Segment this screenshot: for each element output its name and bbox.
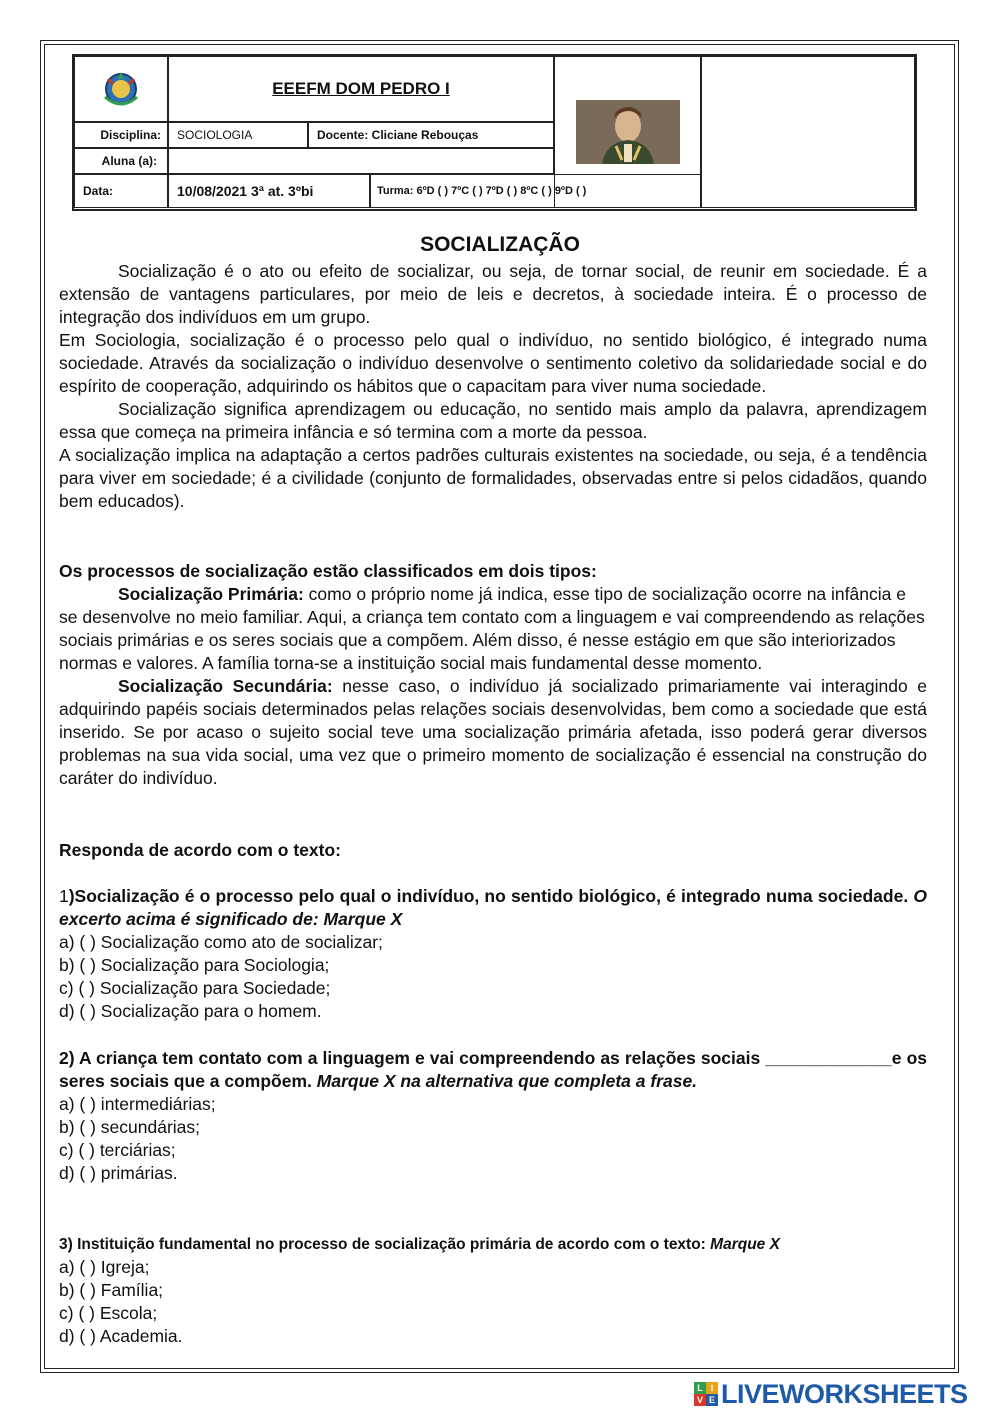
types-heading: Os processos de socialização estão classificados em dois tipos: — [59, 561, 597, 581]
blank-box — [701, 56, 915, 208]
data-value: 10/08/2021 3ª at. 3ºbi — [168, 174, 370, 208]
brand-letter-e: E — [706, 1394, 718, 1406]
paragraph-3: Socialização significa aprendizagem ou educação, no sentido mais amplo da palavra, aprendizagem essa que começa na primeira infância e só termina com a morte da pessoa. — [59, 399, 927, 442]
secondary-paragraph — [59, 675, 927, 790]
paragraph-2: Em Sociologia, socialização é o processo pelo qual o indivíduo, no sentido biológico, é integrado numa sociedade. Através da socialização o indivíduo desenvolve o sentimento coletivo da solidariedade social e do espírito de cooperação, adquirindo os hábitos que o capacitam para viver numa sociedade. — [59, 330, 927, 396]
q3-prompt — [59, 1233, 927, 1256]
types-section — [59, 560, 927, 790]
aluna-label: Aluna (a): — [74, 148, 168, 174]
primary-text: como o próprio nome já indica, esse tipo de socialização ocorre na infância e se desenvolve no meio familiar. Aqui, a criança tem contato com a linguagem e vai compreendendo as relações sociais primárias e os seres sociais que a compõem. Além disso, é nesse estágio em que são interiorizados normas e valores. A família torna-se a instituição social mais fundamental desse momento. — [59, 584, 925, 673]
q3-option-c[interactable]: c) ( ) Escola; — [59, 1303, 158, 1323]
reading-text — [59, 260, 927, 513]
q3-instruction: Marque X — [710, 1236, 780, 1253]
q3-text: 3) Instituição fundamental no processo de socialização primária de acordo com o texto: — [59, 1236, 711, 1253]
docente: Docente: Cliciane Rebouças — [308, 122, 554, 148]
primary-term: Socialização Primária: — [118, 584, 304, 604]
secondary-text: nesse caso, o indivíduo já socializado primariamente vai interagindo e adquirindo papéis sociais determinados pelas relações sociais desenvolvidas, bem como a sociedade que está inserido. Se por acaso o sujeito social teve uma socialização primária afetada, isso poderá gerar diversos problemas na sua vida social, uma vez que o primeiro momento de socialização é essencial na construção do caráter do indivíduo. — [59, 676, 927, 788]
disciplina-value: SOCIOLOGIA — [168, 122, 308, 148]
q1-text: )Socialização é o processo pelo qual o indivíduo, no sentido biológico, é integrado numa sociedade. — [68, 886, 914, 906]
instructions-text: Responda de acordo com o texto: — [59, 840, 341, 860]
primary-paragraph — [59, 583, 927, 675]
q1-prompt — [59, 885, 927, 931]
brand-letter-v: V — [694, 1394, 706, 1406]
page-title: SOCIALIZAÇÃO — [420, 233, 580, 256]
secondary-term: Socialização Secundária: — [118, 676, 333, 696]
q2-option-d[interactable]: d) ( ) primárias. — [59, 1163, 178, 1183]
q2-prompt — [59, 1047, 927, 1093]
liveworksheets-icon — [694, 1382, 718, 1406]
question-3 — [59, 1233, 927, 1348]
q3-option-a[interactable]: a) ( ) Igreja; — [59, 1257, 150, 1277]
turma: Turma: 6ºD ( ) 7ºC ( ) 7ºD ( ) 8ºC ( ) 9ºD ( ) — [370, 174, 701, 208]
data-label: Data: — [74, 174, 168, 208]
brand-letter-i: I — [706, 1382, 718, 1394]
header-table — [72, 54, 917, 211]
q1-option-b[interactable]: b) ( ) Socialização para Sociologia; — [59, 955, 330, 975]
aluna-field[interactable] — [168, 148, 554, 174]
q2-option-b[interactable]: b) ( ) secundárias; — [59, 1117, 201, 1137]
brand-letter-l: L — [694, 1382, 706, 1394]
q3-option-d[interactable]: d) ( ) Academia. — [59, 1326, 183, 1346]
q2-instruction: Marque X na alternativa que completa a frase. — [316, 1071, 698, 1091]
brand-word: LIVEWORKSHEETS — [721, 1378, 968, 1409]
question-2 — [59, 1047, 927, 1185]
q1-option-a[interactable]: a) ( ) Socialização como ato de socializar; — [59, 932, 383, 952]
q1-instruction: O excerto acima é significado de: Marque X — [59, 886, 927, 929]
q1-option-d[interactable]: d) ( ) Socialização para o homem. — [59, 1001, 322, 1021]
q2-text: 2) A criança tem contato com a linguagem e vai compreendendo as relações sociais _____________e os seres sociais que a compõem. — [59, 1048, 927, 1091]
school-name: EEEFM DOM PEDRO I — [168, 56, 554, 122]
q2-option-a[interactable]: a) ( ) intermediárias; — [59, 1094, 216, 1114]
q1-number: 1 — [59, 886, 69, 906]
paragraph-1: Socialização é o ato ou efeito de socializar, ou seja, de tornar social, de reunir em sociedade. É a extensão de vantagens particulares, por meio de leis e decretos, à sociedade inteira. É o processo de integração dos indivíduos em um grupo. — [59, 261, 927, 327]
paragraph-4: A socialização implica na adaptação a certos padrões culturais existentes na sociedade, ou seja, é a tendência para viver em sociedade; é a civilidade (conjunto de formalidades, observadas entre si pelos cidadãos, quando bem educados). — [59, 445, 927, 511]
q1-option-c[interactable]: c) ( ) Socialização para Sociedade; — [59, 978, 331, 998]
q3-option-b[interactable]: b) ( ) Família; — [59, 1280, 164, 1300]
q2-option-c[interactable]: c) ( ) terciárias; — [59, 1140, 176, 1160]
question-1 — [59, 885, 927, 1023]
liveworksheets-logo[interactable] — [694, 1380, 968, 1408]
instructions — [59, 839, 927, 862]
disciplina-label: Disciplina: — [74, 122, 168, 148]
school-crest-icon — [74, 56, 168, 122]
